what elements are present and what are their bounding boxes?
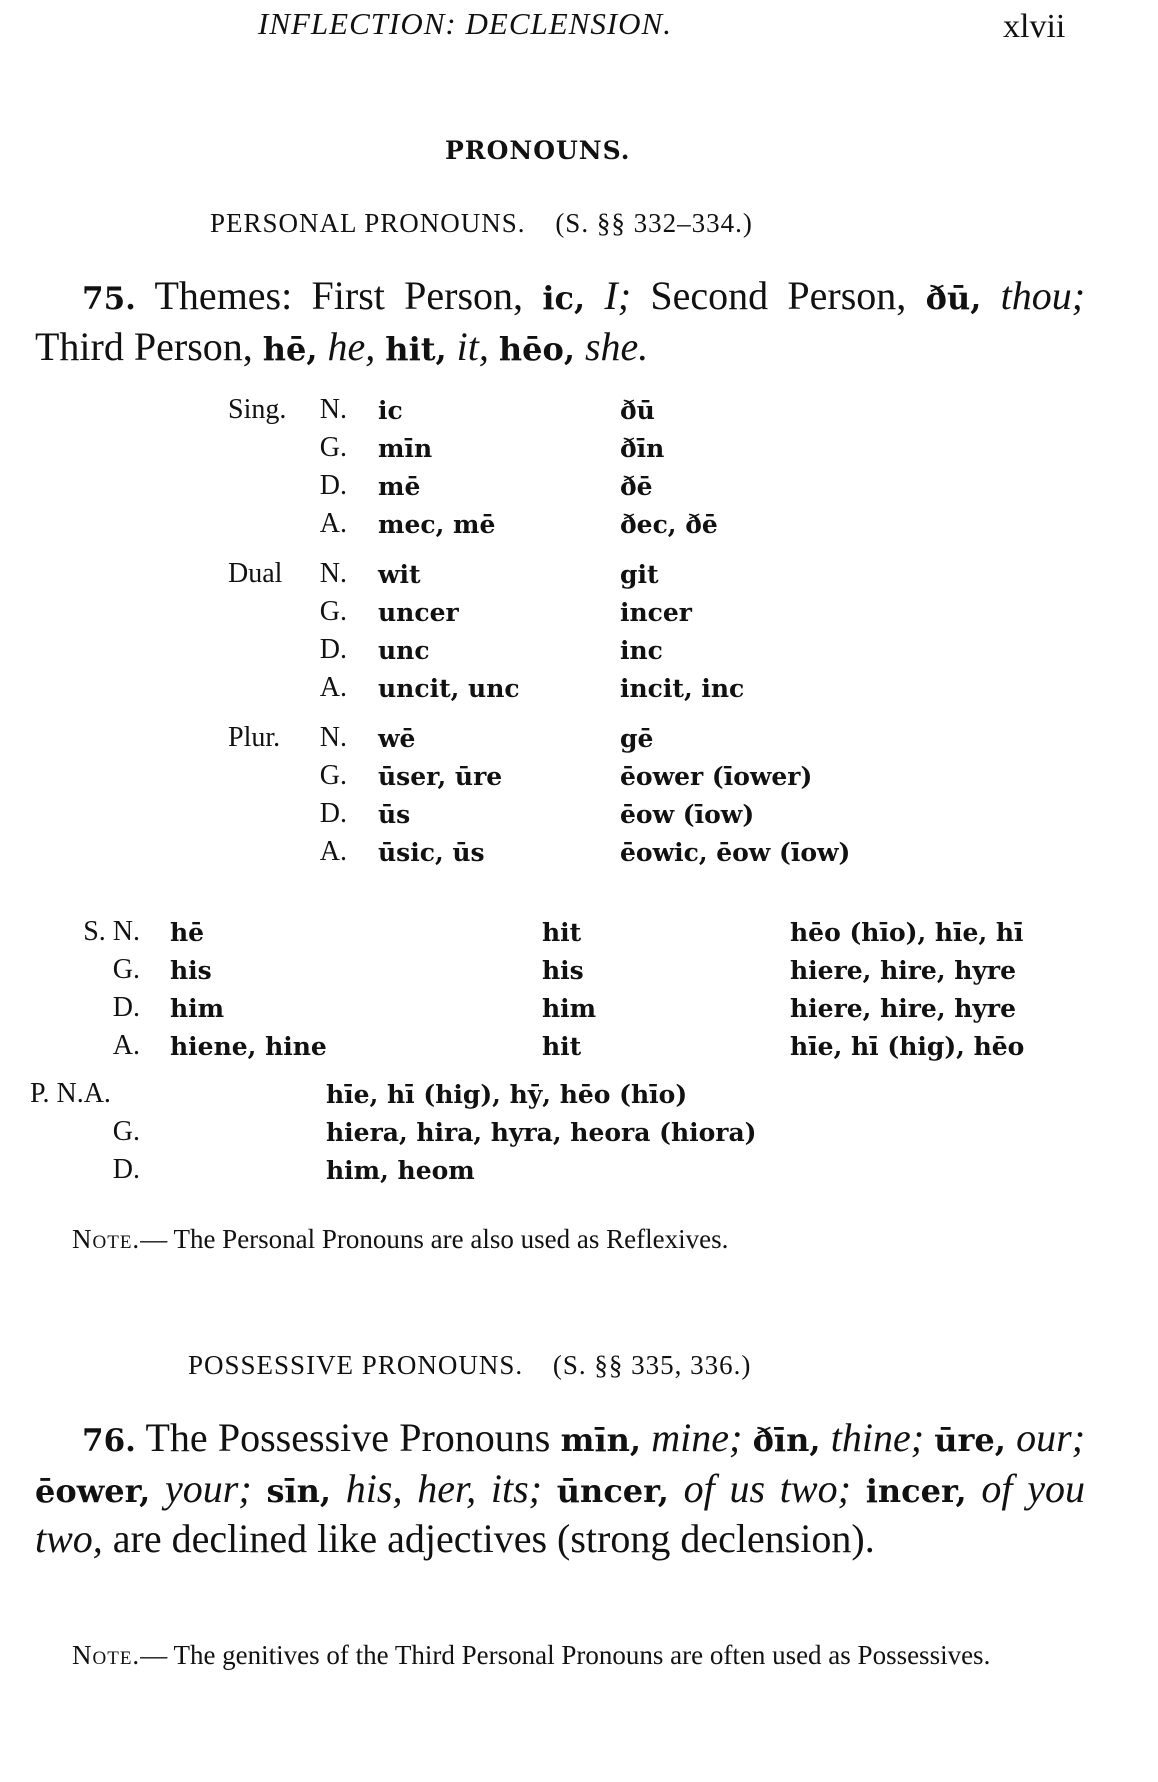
form-second: ēow (īow) (620, 800, 755, 829)
para-text: Third Person, (35, 324, 253, 369)
row-case: N. (319, 558, 347, 589)
para-bold: hit, (385, 330, 447, 368)
form-fem: hēo (hīo), hīe, hī (790, 918, 1024, 947)
para-bold: ēower, (35, 1472, 151, 1510)
para-bold: mīn, (560, 1421, 642, 1459)
para-text: are declined like adjectives (strong declension). (112, 1516, 875, 1561)
possessive-heading-ref: (S. §§ 335, 336.) (552, 1350, 752, 1380)
note-text: — The Personal Pronouns are also used as Reflexives. (140, 1224, 729, 1254)
form-second: ēowic, ēow (īow) (620, 838, 851, 867)
form-first: ūser, ūre (378, 762, 503, 791)
row-num-label: Dual (228, 558, 283, 589)
para-bold: incer, (865, 1472, 967, 1510)
form-first: mē (378, 472, 421, 501)
form-first: uncit, unc (378, 674, 520, 703)
form-first: ic (378, 396, 403, 425)
row-case: P. N.A. (30, 1078, 111, 1109)
para-bold: hē, (262, 330, 318, 368)
row-case: A. (319, 672, 347, 703)
para-bold: sīn, (266, 1472, 332, 1510)
row-num-label: Plur. (228, 722, 281, 753)
form-first: wit (378, 560, 421, 589)
form-first: ūsic, ūs (378, 838, 485, 867)
possessive-heading-text: POSSESSIVE PRONOUNS. (188, 1350, 524, 1380)
row-case: D. (319, 634, 347, 665)
para-italic: it, (456, 324, 489, 369)
form-plural: him, heom (326, 1156, 475, 1185)
form-neut: his (542, 956, 584, 985)
form-first: unc (378, 636, 430, 665)
note-label: Note. (72, 1640, 141, 1670)
row-case: D. (112, 992, 140, 1023)
para-italic: she. (584, 324, 649, 369)
form-second: ðū (620, 396, 655, 425)
row-case: S. N. (83, 916, 140, 947)
para-italic: thou; (1000, 273, 1086, 318)
form-neut: hit (542, 1032, 582, 1061)
row-case: D. (112, 1154, 140, 1185)
section-title: PRONOUNS. (445, 136, 631, 165)
row-case: N. (319, 722, 347, 753)
para-italic: mine; (651, 1415, 743, 1460)
paragraph-75 (35, 272, 1085, 373)
row-case: G. (319, 760, 347, 791)
form-second: ēower (īower) (620, 762, 813, 791)
row-case: N. (319, 394, 347, 425)
form-second: incit, inc (620, 674, 745, 703)
personal-heading (210, 208, 753, 239)
form-neut: hit (542, 918, 582, 947)
para-italic: he, (327, 324, 376, 369)
form-masc: hiene, hine (170, 1032, 327, 1061)
row-case: D. (319, 470, 347, 501)
form-first: mec, mē (378, 510, 496, 539)
form-second: ðīn (620, 434, 665, 463)
para-italic: his, her, its; (345, 1466, 543, 1511)
form-fem: hiere, hire, hyre (790, 956, 1017, 985)
form-first: wē (378, 724, 416, 753)
form-first: mīn (378, 434, 433, 463)
form-fem: hiere, hire, hyre (790, 994, 1017, 1023)
para-italic: I; (604, 273, 632, 318)
form-second: gē (620, 724, 654, 753)
form-masc: hē (170, 918, 205, 947)
note-genitives (35, 1636, 1085, 1674)
para-bold: ðīn, (752, 1421, 821, 1459)
paragraph-number: 76. (82, 1423, 136, 1459)
para-text: Second Person, (650, 273, 907, 318)
running-head: INFLECTION: DECLENSION. (258, 6, 672, 41)
form-neut: him (542, 994, 597, 1023)
note-reflexives (72, 1220, 728, 1258)
form-second: git (620, 560, 659, 589)
paragraph-76 (35, 1414, 1085, 1563)
row-case: G. (112, 954, 140, 985)
form-fem: hīe, hī (hig), hēo (790, 1032, 1025, 1061)
para-text: Themes: First Person, (154, 273, 524, 318)
possessive-heading (188, 1350, 751, 1381)
note-label: Note. (72, 1224, 141, 1254)
para-bold: ūre, (934, 1421, 1006, 1459)
row-case: A. (112, 1030, 140, 1061)
form-second: incer (620, 598, 692, 627)
para-italic: thine; (830, 1415, 925, 1460)
para-bold: hēo, (498, 330, 575, 368)
form-masc: his (170, 956, 212, 985)
personal-heading-text: PERSONAL PRONOUNS. (210, 208, 526, 238)
para-text: The Possessive Pronouns (145, 1415, 551, 1460)
para-italic: our; (1016, 1415, 1086, 1460)
form-plural: hiera, hira, hyra, heora (hiora) (326, 1118, 757, 1147)
row-case: D. (319, 798, 347, 829)
note-text: — The genitives of the Third Personal Pronouns are often used as Possessives. (140, 1640, 991, 1670)
personal-heading-ref: (S. §§ 332–334.) (555, 208, 753, 238)
paragraph-number: 75. (82, 281, 136, 317)
form-first: uncer (378, 598, 459, 627)
form-first: ūs (378, 800, 411, 829)
form-plural: hīe, hī (hig), hȳ, hēo (hīo) (326, 1080, 688, 1109)
row-case: A. (319, 508, 347, 539)
para-bold: ic, (542, 279, 586, 317)
form-second: ðē (620, 472, 653, 501)
para-bold: ūncer, (556, 1472, 669, 1510)
row-case: G. (319, 432, 347, 463)
form-second: ðec, ðē (620, 510, 718, 539)
para-bold: ðū, (925, 279, 982, 317)
form-second: inc (620, 636, 663, 665)
para-italic: of you two, (35, 1466, 1086, 1561)
row-case: A. (319, 836, 347, 867)
page-number: xlvii (1003, 8, 1066, 45)
row-num-label: Sing. (228, 394, 287, 425)
row-case: G. (112, 1116, 140, 1147)
row-case: G. (319, 596, 347, 627)
para-italic: your; (165, 1466, 252, 1511)
para-italic: of us two; (683, 1466, 851, 1511)
form-masc: him (170, 994, 225, 1023)
